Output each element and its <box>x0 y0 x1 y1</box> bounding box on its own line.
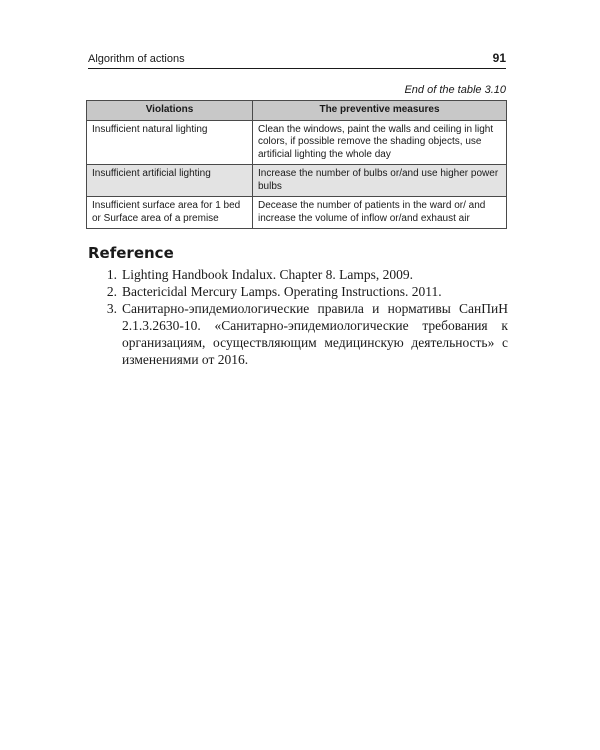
reference-number: 1. <box>106 267 117 282</box>
reference-heading: Reference <box>88 244 174 262</box>
violation-cell: Insufficient artificial lighting <box>87 165 253 197</box>
page-number: 91 <box>492 51 506 65</box>
reference-text: Bactericidal Mercury Lamps. Operating Instructions. 2011. <box>122 284 442 299</box>
table-header-row <box>87 101 507 121</box>
measure-cell: Clean the windows, paint the walls and ceiling in light colors, if possible remove the shading objects, use artificial lighting the whole day <box>253 120 507 165</box>
table-caption: End of the table 3.10 <box>404 84 506 96</box>
violations-table <box>86 100 507 229</box>
running-head <box>88 51 506 69</box>
section-title: Algorithm of actions <box>88 53 185 65</box>
reference-number: 2. <box>106 284 117 299</box>
reference-item <box>88 266 508 283</box>
table-row <box>87 165 507 197</box>
table-row <box>87 197 507 229</box>
measure-cell: Decease the number of patients in the ward or/ and increase the volume of inflow or/and exhaust air <box>253 197 507 229</box>
violation-cell: Insufficient natural lighting <box>87 120 253 165</box>
reference-list <box>88 266 508 368</box>
reference-number: 3. <box>106 301 117 316</box>
measure-cell: Increase the number of bulbs or/and use higher power bulbs <box>253 165 507 197</box>
reference-text: Санитарно-эпидемиологические правила и нормативы СанПиН 2.1.3.2630-10. «Санитарно-эпидемиологические требования к организациям, осуществляющим медицинскую деятельность» с изменениями от 2016. <box>122 301 508 367</box>
reference-item <box>88 283 508 300</box>
violation-cell: Insufficient surface area for 1 bed or Surface area of a premise <box>87 197 253 229</box>
column-header-violations: Violations <box>87 101 253 121</box>
reference-text: Lighting Handbook Indalux. Chapter 8. Lamps, 2009. <box>122 267 413 282</box>
reference-item <box>88 300 508 368</box>
table-row <box>87 120 507 165</box>
column-header-measures: The preventive measures <box>253 101 507 121</box>
